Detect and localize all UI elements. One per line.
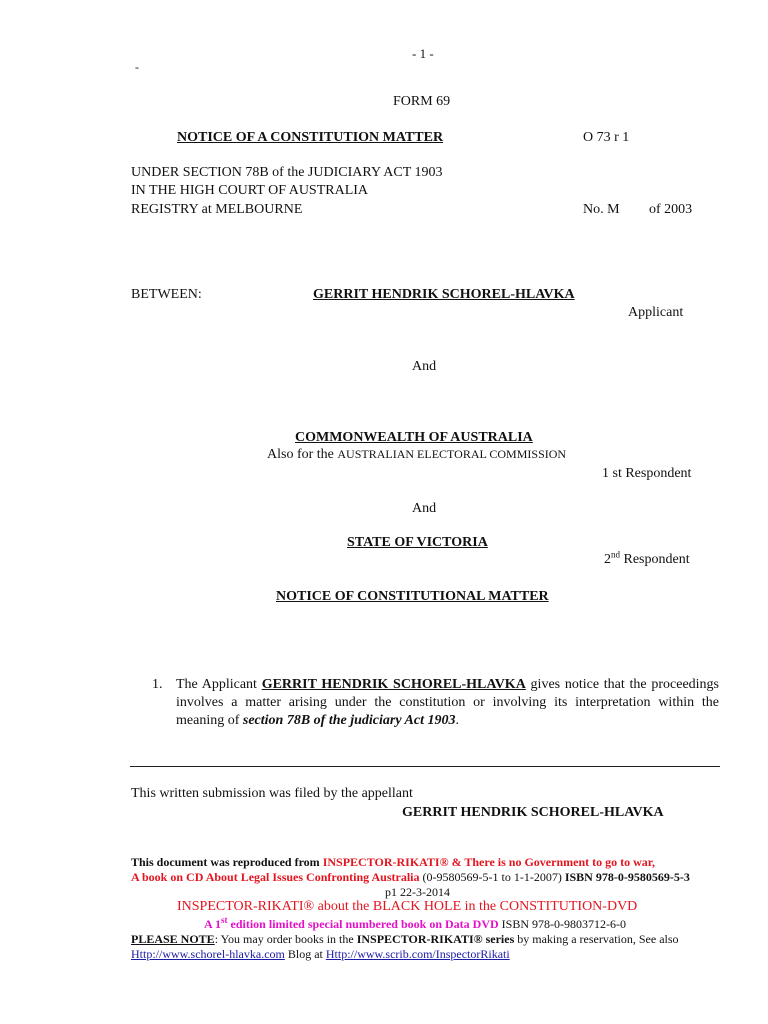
reproduced-source: INSPECTOR-RIKATI® & There is no Government to go to war, — [322, 855, 655, 869]
between-label: BETWEEN: — [131, 287, 202, 302]
please-note-line — [131, 932, 679, 947]
respondent2-name: STATE OF VICTORIA — [347, 535, 488, 550]
paragraph-text-end: . — [455, 713, 459, 728]
paragraph-text-start: The Applicant — [176, 677, 262, 692]
note-series: INSPECTOR-RIKATI® series — [356, 932, 515, 946]
respondent2-ordinal: 2 — [604, 552, 611, 567]
book-title: A book on CD About Legal Issues Confronting Australia — [131, 870, 420, 884]
stray-mark: - — [135, 60, 139, 74]
notice-title: NOTICE OF CONSTITUTIONAL MATTER — [276, 589, 549, 604]
rule-reference: O 73 r 1 — [583, 130, 630, 145]
respondent1-role: 1 st Respondent — [602, 466, 692, 481]
book-line — [131, 870, 690, 885]
divider-line — [130, 766, 720, 767]
and-separator: And — [412, 359, 437, 374]
respondent1-also-body: AUSTRALIAN ELECTORAL COMMISSION — [337, 447, 567, 461]
respondent1-also-line — [267, 447, 566, 463]
form-number: FORM 69 — [393, 94, 451, 109]
notice-paragraph — [152, 676, 719, 730]
respondent1-also-prefix: Also for the — [267, 447, 334, 462]
filing-name: GERRIT HENDRIK SCHOREL-HLAVKA — [402, 805, 664, 820]
note-label: PLEASE NOTE — [131, 932, 215, 946]
dvd-edition-b: edition limited special numbered book on Data DVD — [227, 917, 499, 931]
case-number: No. M — [583, 202, 620, 217]
court-line: IN THE HIGH COURT OF AUSTRALIA — [131, 183, 369, 198]
and-separator: And — [412, 501, 437, 516]
blog-text: Blog at — [284, 947, 326, 961]
dvd-edition-a: A 1 — [204, 917, 222, 931]
paragraph-text-middle: gives notice that the proceedings involves a matter arising under the constitution or involving its interpretation within the meaning of — [176, 677, 719, 728]
reproduced-line — [131, 855, 655, 870]
notice-heading: NOTICE OF A CONSTITUTION MATTER — [177, 130, 444, 145]
book-isbn-range: (0-9580569-5-1 to 1-1-2007) — [419, 870, 565, 884]
note-text-2: by making a reservation, See also — [514, 932, 679, 946]
paragraph-applicant-name: GERRIT HENDRIK SCHOREL-HLAVKA — [261, 677, 526, 692]
reproduced-label: This document was reproduced from — [131, 855, 323, 869]
dvd-edition-line — [204, 917, 626, 932]
dvd-isbn: ISBN 978-0-9803712-6-0 — [498, 917, 626, 931]
page-date: p1 22-3-2014 — [385, 885, 450, 899]
website-link[interactable]: Http://www.schorel-hlavka.com — [131, 947, 285, 961]
filing-statement: This written submission was filed by the appellant — [131, 786, 413, 801]
section-reference: section 78B of the judiciary Act 1903 — [242, 713, 456, 728]
applicant-role: Applicant — [628, 305, 684, 320]
page-number: - 1 - — [412, 46, 434, 61]
note-text-1: : You may order books in the — [214, 932, 357, 946]
respondent2-role-text: Respondent — [620, 552, 690, 567]
applicant-name: GERRIT HENDRIK SCHOREL-HLAVKA — [313, 287, 575, 302]
book-isbn: ISBN 978-0-9580569-5-3 — [564, 870, 690, 884]
registry-line: REGISTRY at MELBOURNE — [131, 202, 303, 217]
respondent1-name: COMMONWEALTH OF AUSTRALIA — [295, 430, 533, 445]
dvd-title: INSPECTOR-RIKATI® about the BLACK HOLE in the CONSTITUTION-DVD — [177, 899, 638, 914]
case-year: of 2003 — [649, 202, 693, 217]
respondent2-role — [604, 549, 690, 568]
blog-link[interactable]: Http://www.scrib.com/InspectorRikati — [325, 947, 510, 961]
respondent2-ordinal-suffix: nd — [611, 549, 620, 560]
dvd-edition-sup: st — [221, 915, 228, 925]
item-number: 1. — [152, 677, 163, 692]
links-line — [131, 947, 510, 962]
under-section-line: UNDER SECTION 78B of the JUDICIARY ACT 1903 — [131, 165, 443, 180]
